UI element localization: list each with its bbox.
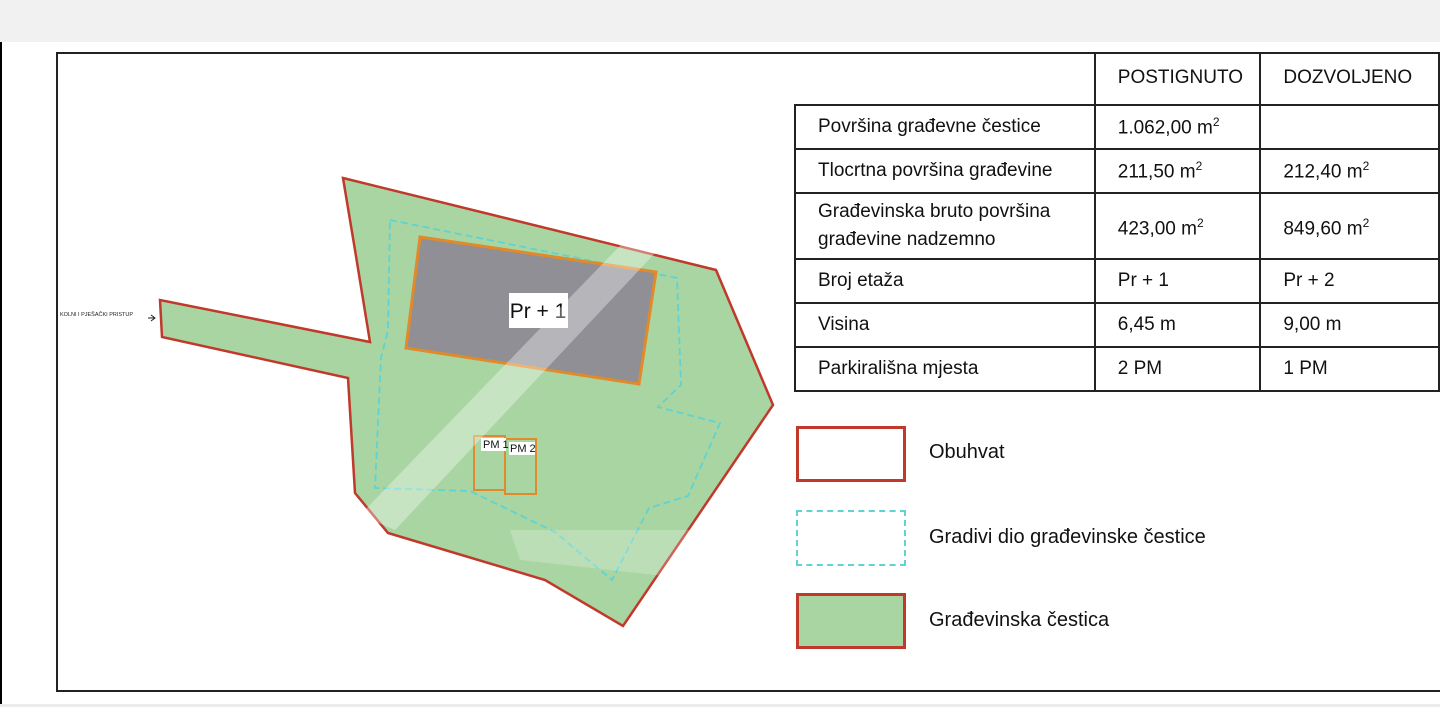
- cell-postignuto: 1.062,00 $m^2$: [1095, 105, 1261, 149]
- table-row: [795, 347, 1439, 391]
- table-row: [795, 303, 1439, 347]
- row-label: Građevinska bruto površina građevine nadzemno: [795, 193, 1095, 259]
- parking-label-1: PM 1: [483, 439, 509, 451]
- table-header-postignuto: POSTIGNUTO: [1095, 52, 1261, 105]
- cell-postignuto: Pr + 1: [1095, 259, 1261, 303]
- row-label: Tlocrtna površina građevine: [795, 149, 1095, 193]
- table-header-empty: [795, 52, 1095, 105]
- legend-swatch-gradivi-dio: [796, 510, 906, 566]
- table-header-dozvoljeno: DOZVOLJENO: [1260, 52, 1439, 105]
- cell-postignuto: 6,45 m: [1095, 303, 1261, 347]
- row-label: Visina: [795, 303, 1095, 347]
- legend-swatch-gradevinska-cestica: [796, 593, 906, 649]
- cell-postignuto: 211,50 $m^2$: [1095, 149, 1261, 193]
- cell-dozvoljeno: 9,00 m: [1260, 303, 1439, 347]
- table-header-row: [795, 52, 1439, 105]
- cell-dozvoljeno: 212,40 $m^2$: [1260, 149, 1439, 193]
- table-row: [795, 259, 1439, 303]
- cell-dozvoljeno: 1 PM: [1260, 347, 1439, 391]
- table-row: [795, 105, 1439, 149]
- table-row: [795, 149, 1439, 193]
- parking-label-2: PM 2: [510, 443, 536, 455]
- row-label: Parkirališna mjesta: [795, 347, 1095, 391]
- building-label: Pr + 1: [509, 300, 567, 323]
- row-label: Broj etaža: [795, 259, 1095, 303]
- cell-dozvoljeno: 849,60 $m^2$: [1260, 193, 1439, 259]
- table-row: [795, 193, 1439, 259]
- access-label: KOLNI I PJEŠAČKI PRISTUP: [60, 312, 134, 318]
- cell-postignuto: 2 PM: [1095, 347, 1261, 391]
- access-arrow-icon: [148, 315, 155, 321]
- statistics-table: [794, 52, 1440, 392]
- row-label: Površina građevne čestice: [795, 105, 1095, 149]
- legend-label-obuhvat: Obuhvat: [929, 441, 1005, 463]
- legend-swatch-obuhvat: [796, 426, 906, 482]
- cell-dozvoljeno: [1260, 105, 1439, 149]
- legend-label-gradevinska-cestica: Građevinska čestica: [929, 609, 1110, 631]
- cell-postignuto: 423,00 $m^2$: [1095, 193, 1261, 259]
- legend-label-gradivi-dio: Gradivi dio građevinske čestice: [929, 526, 1206, 548]
- cell-dozvoljeno: Pr + 2: [1260, 259, 1439, 303]
